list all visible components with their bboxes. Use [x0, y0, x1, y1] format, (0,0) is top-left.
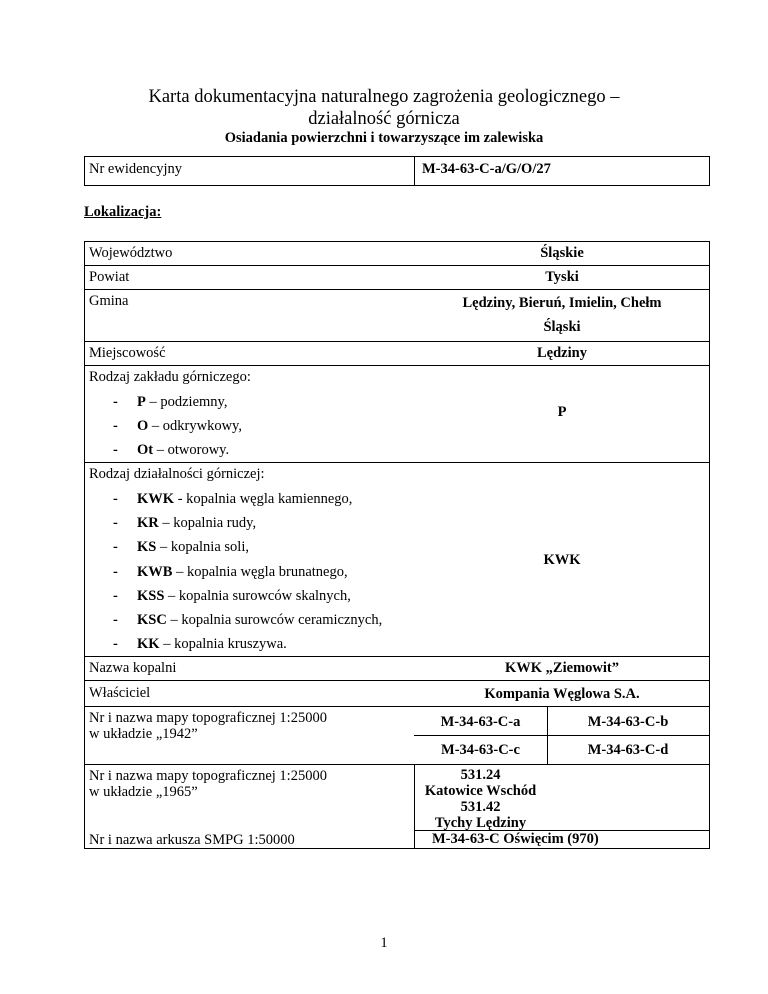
map1942-inner-separator: [414, 735, 710, 736]
list-code: KWK: [137, 491, 175, 507]
location-heading: Lokalizacja:: [84, 204, 162, 220]
map1965-sheet: Tychy Lędziny: [434, 815, 527, 831]
map1965-label-line1: Nr i nazwa mapy topograficznej 1:25000: [89, 768, 327, 784]
activity-label: Rodzaj działalności górniczej:: [89, 466, 265, 482]
list-dash: -: [113, 564, 118, 580]
list-text: – otworowy.: [153, 442, 230, 458]
registry-value: M-34-63-C-a/G/O/27: [422, 161, 551, 177]
gmina-value-line2: Śląski: [543, 319, 581, 335]
list-text: - kopalnia węgla kamiennego,: [174, 491, 353, 507]
list-text: – kopalnia węgla brunatnego,: [172, 564, 348, 580]
activity-value: KWK: [543, 552, 581, 568]
list-item: [113, 612, 382, 629]
row-separator: [84, 656, 710, 657]
list-code: KSS: [137, 588, 165, 604]
row-separator: [84, 706, 710, 707]
owner-label: Właściciel: [89, 685, 151, 701]
list-text: – kopalnia surowców skalnych,: [164, 588, 351, 604]
wojewodztwo-label: Województwo: [89, 245, 173, 261]
map1965-label-line2: w układzie „1965”: [89, 784, 198, 800]
map1942-sheet: M-34-63-C-a: [440, 714, 521, 730]
page-title-line2: działalność górnicza: [308, 109, 460, 129]
map1965-sheet: Katowice Wschód: [424, 783, 537, 799]
page-subtitle: Osiadania powierzchni i towarzyszące im zalewiska: [224, 130, 544, 146]
map1942-sheet: M-34-63-C-c: [441, 742, 520, 758]
page-title-line1: Karta dokumentacyjna naturalnego zagrożenia geologicznego –: [148, 87, 620, 107]
powiat-value: Tyski: [545, 269, 579, 285]
list-text: – odkrywkowy,: [148, 418, 242, 434]
list-item: [113, 418, 242, 435]
map1942-sheet: M-34-63-C-d: [587, 742, 669, 758]
map1942-sheet: M-34-63-C-b: [587, 714, 669, 730]
list-code: Ot: [137, 442, 154, 458]
list-item: [113, 394, 227, 411]
list-item: [113, 539, 249, 556]
smpg-label: Nr i nazwa arkusza SMPG 1:50000: [89, 832, 295, 848]
row-separator: [84, 341, 710, 342]
gmina-value-line1: Lędziny, Bieruń, Imielin, Chełm: [462, 295, 662, 311]
gmina-label: Gmina: [89, 293, 129, 309]
list-item: [113, 442, 229, 459]
list-text: – kopalnia rudy,: [158, 515, 257, 531]
list-text: – kopalnia surowców ceramicznych,: [166, 612, 383, 628]
registry-border-left: [84, 156, 85, 186]
list-code: KSC: [137, 612, 167, 628]
list-dash: -: [113, 442, 118, 458]
registry-border-right: [709, 156, 710, 186]
main-border-top: [84, 241, 710, 242]
list-item: [113, 564, 348, 581]
list-text: – podziemny,: [145, 394, 228, 410]
registry-border-bottom: [84, 185, 710, 186]
row-separator: [84, 289, 710, 290]
map1965-sheet: 531.42: [460, 799, 501, 815]
list-text: – kopalnia soli,: [156, 539, 249, 555]
list-dash: -: [113, 394, 118, 410]
list-code: KS: [137, 539, 157, 555]
list-dash: -: [113, 539, 118, 555]
miejscowosc-label: Miejscowość: [89, 345, 166, 361]
list-dash: -: [113, 636, 118, 652]
list-dash: -: [113, 418, 118, 434]
smpg-value: M-34-63-C Oświęcim (970): [432, 831, 599, 847]
registry-border-top: [84, 156, 710, 157]
map1942-label-line1: Nr i nazwa mapy topograficznej 1:25000: [89, 710, 327, 726]
registry-label: Nr ewidencyjny: [89, 161, 183, 177]
list-dash: -: [113, 588, 118, 604]
list-code: KWB: [137, 564, 173, 580]
mine-type-label: Rodzaj zakładu górniczego:: [89, 369, 251, 385]
miejscowosc-value: Lędziny: [537, 345, 587, 361]
list-code: KR: [137, 515, 159, 531]
row-separator: [84, 365, 710, 366]
row-separator: [84, 462, 710, 463]
main-border-left: [84, 241, 85, 849]
row-separator: [84, 764, 710, 765]
list-code: O: [137, 418, 149, 434]
list-dash: -: [113, 612, 118, 628]
list-code: P: [137, 394, 146, 410]
row-separator: [84, 265, 710, 266]
mine-name-label: Nazwa kopalni: [89, 660, 177, 676]
map1942-label-line2: w układzie „1942”: [89, 726, 198, 742]
list-dash: -: [113, 491, 118, 507]
list-dash: -: [113, 515, 118, 531]
mine-type-value: P: [557, 404, 567, 420]
list-item: [113, 588, 351, 605]
owner-value: Kompania Węglowa S.A.: [484, 686, 640, 702]
list-item: [113, 491, 352, 508]
registry-border-mid: [414, 156, 415, 186]
list-code: KK: [137, 636, 160, 652]
list-item: [113, 636, 287, 653]
row-separator: [84, 680, 710, 681]
map1965-sheet: 531.24: [460, 767, 501, 783]
list-text: – kopalnia kruszywa.: [159, 636, 287, 652]
list-item: [113, 515, 256, 532]
powiat-label: Powiat: [89, 269, 130, 285]
wojewodztwo-value: Śląskie: [540, 245, 584, 261]
mine-name-value: KWK „Ziemowit”: [505, 660, 619, 676]
page-number: 1: [380, 935, 388, 951]
